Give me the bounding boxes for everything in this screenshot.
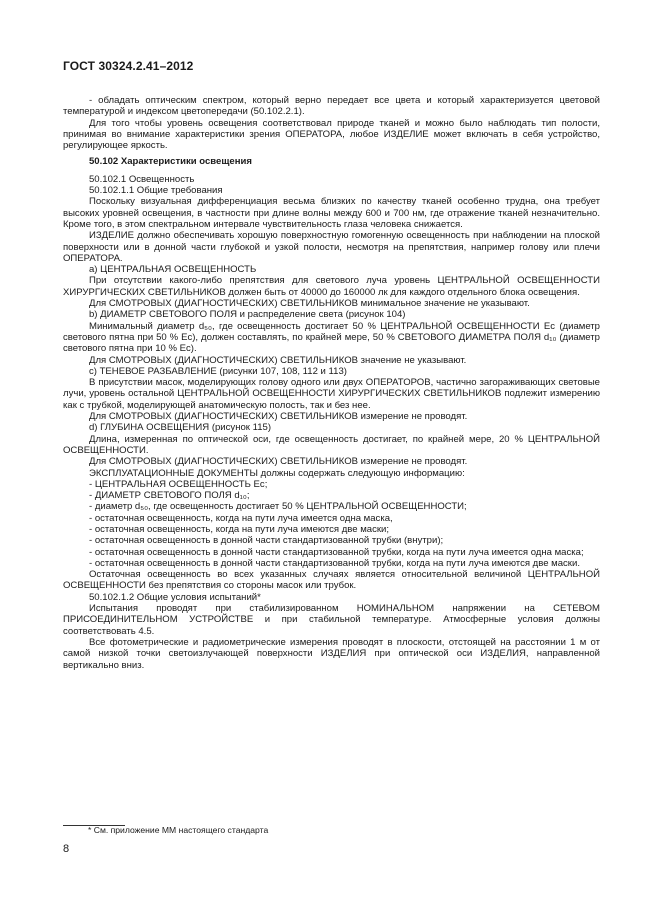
footnote: * См. приложение ММ настоящего стандарта xyxy=(88,825,269,835)
document-body xyxy=(63,95,600,671)
paragraph: b) ДИАМЕТР СВЕТОВОГО ПОЛЯ и распределение света (рисунок 104) xyxy=(89,309,406,321)
paragraph: Остаточная освещенность во всех указанных случаях является относительной величиной ЦЕНТРАЛЬНОЙ ОСВЕЩЕННОСТИ без препятствия со стороны масок или трубок. xyxy=(63,569,600,592)
paragraph: c) ТЕНЕВОЕ РАЗБАВЛЕНИЕ (рисунки 107, 108, 112 и 113) xyxy=(89,365,347,377)
paragraph: Для СМОТРОВЫХ (ДИАГНОСТИЧЕСКИХ) СВЕТИЛЬНИКОВ измерение не проводят. xyxy=(89,411,468,423)
paragraph: 50.102.1.1 Общие требования xyxy=(89,185,223,197)
paragraph: Длина, измеренная по оптической оси, где освещенность достигает, по крайней мере, 20 % ЦЕНТРАЛЬНОЙ ОСВЕЩЕННОСТИ. xyxy=(63,433,600,456)
paragraph: - ДИАМЕТР СВЕТОВОГО ПОЛЯ d₁₀; xyxy=(89,490,250,502)
paragraph: Для СМОТРОВЫХ (ДИАГНОСТИЧЕСКИХ) СВЕТИЛЬНИКОВ значение не указывают. xyxy=(89,354,467,366)
paragraph: - остаточная освещенность, когда на пути луча имеются две маски; xyxy=(89,523,390,535)
paragraph: - остаточная освещенность в донной части стандартизованной трубки, когда на пути луча имеется одна маска; xyxy=(89,546,584,558)
paragraph: d) ГЛУБИНА ОСВЕЩЕНИЯ (рисунок 115) xyxy=(89,422,272,434)
paragraph: - остаточная освещенность в донной части стандартизованной трубки, когда на пути луча имеются две маски. xyxy=(89,557,580,569)
paragraph: - остаточная освещенность в донной части стандартизованной трубки (внутри); xyxy=(89,535,444,547)
paragraph: В присутствии масок, моделирующих голову одного или двух ОПЕРАТОРОВ, частично загораживающих световые лучи, уровень остальной ЦЕНТРАЛЬНОЙ ОСВЕЩЕННОСТИ ХИРУРГИЧЕСКИХ СВЕТИЛЬНИКОВ подлежит измерению как с трубкой, моделирующей анатомическую полость, так и без нее. xyxy=(63,377,600,411)
paragraph: Для того чтобы уровень освещения соответствовал природе тканей и можно было наблюдать тип полости, принимая во внимание характеристики зрения ОПЕРАТОРА, любое ИЗДЕЛИЕ может включать в себя устройство, регулирующее яркость. xyxy=(63,117,600,152)
paragraph: Поскольку визуальная дифференциация весьма близких по качеству тканей особенно трудна, она требует высоких уровней освещения, в частности при длине волны между 600 и 700 нм, где отражение тканей незначительно. Кроме того, в этом спектральном интервале чувствительность глаза человека снижается. xyxy=(63,196,600,230)
paragraph: Минимальный диаметр d₅₀, где освещенность достигает 50 % ЦЕНТРАЛЬНОЙ ОСВЕЩЕННОСТИ Eс (диаметр светового пятна при 50 % Eс), должен составлять, по крайней мере, 50 % СВЕТОВОГО ДИАМЕТРА ПОЛЯ d₁₀ (диаметр светового пятна при 10 % Eс). xyxy=(63,320,600,355)
document-header: ГОСТ 30324.2.41–2012 xyxy=(63,59,194,73)
paragraph: Для СМОТРОВЫХ (ДИАГНОСТИЧЕСКИХ) СВЕТИЛЬНИКОВ измерение не проводят. xyxy=(89,456,468,468)
page-number: 8 xyxy=(63,843,70,855)
paragraph: При отсутствии какого-либо препятствия для светового луча уровень ЦЕНТРАЛЬНОЙ ОСВЕЩЕННОСТИ ХИРУРГИЧЕСКИХ СВЕТИЛЬНИКОВ должен быть от 40000 до 160000 лк для каждого отдельного блока освещения. xyxy=(63,275,600,298)
paragraph: Для СМОТРОВЫХ (ДИАГНОСТИЧЕСКИХ) СВЕТИЛЬНИКОВ минимальное значение не указывают. xyxy=(89,298,530,310)
paragraph: - диаметр d₅₀, где освещенность достигает 50 % ЦЕНТРАЛЬНОЙ ОСВЕЩЕННОСТИ; xyxy=(89,501,467,513)
paragraph: Испытания проводят при стабилизированном НОМИНАЛЬНОМ напряжении на СЕТЕВОМ ПРИСОЕДИНИТЕЛЬНОМ УСТРОЙСТВЕ и при стабильной температуре. Атмосферные условия должны соответствовать 4.5. xyxy=(63,603,600,637)
paragraph: - ЦЕНТРАЛЬНАЯ ОСВЕЩЕННОСТЬ Eс; xyxy=(89,478,268,490)
paragraph: - обладать оптическим спектром, который верно передает все цвета и который характеризуется цветовой температурой и индексом цветопередачи (50.102.2.1). xyxy=(63,95,600,118)
section-heading: 50.102 Характеристики освещения xyxy=(89,156,252,168)
paragraph: ИЗДЕЛИЕ должно обеспечивать хорошую поверхностную гомогенную освещенность при наблюдении на плоской поверхности или в донной части глубокой и узкой полости, несмотря на препятствия, например голову или плечи ОПЕРАТОРА. xyxy=(63,230,600,264)
paragraph: 50.102.1.2 Общие условия испытаний* xyxy=(89,591,261,603)
paragraph: ЭКСПЛУАТАЦИОННЫЕ ДОКУМЕНТЫ должны содержать следующую информацию: xyxy=(89,467,465,479)
paragraph: a) ЦЕНТРАЛЬНАЯ ОСВЕЩЕННОСТЬ xyxy=(89,264,257,276)
paragraph: - остаточная освещенность, когда на пути луча имеется одна маска, xyxy=(89,512,393,524)
paragraph: 50.102.1 Освещенность xyxy=(89,173,195,185)
paragraph: Все фотометрические и радиометрические измерения проводят в плоскости, отстоящей на расстоянии 1 м от самой низкой точки светоизлучающей поверхности ИЗДЕЛИЯ при оптической оси ИЗДЕЛИЯ, направленной вертикально вниз. xyxy=(63,636,600,671)
